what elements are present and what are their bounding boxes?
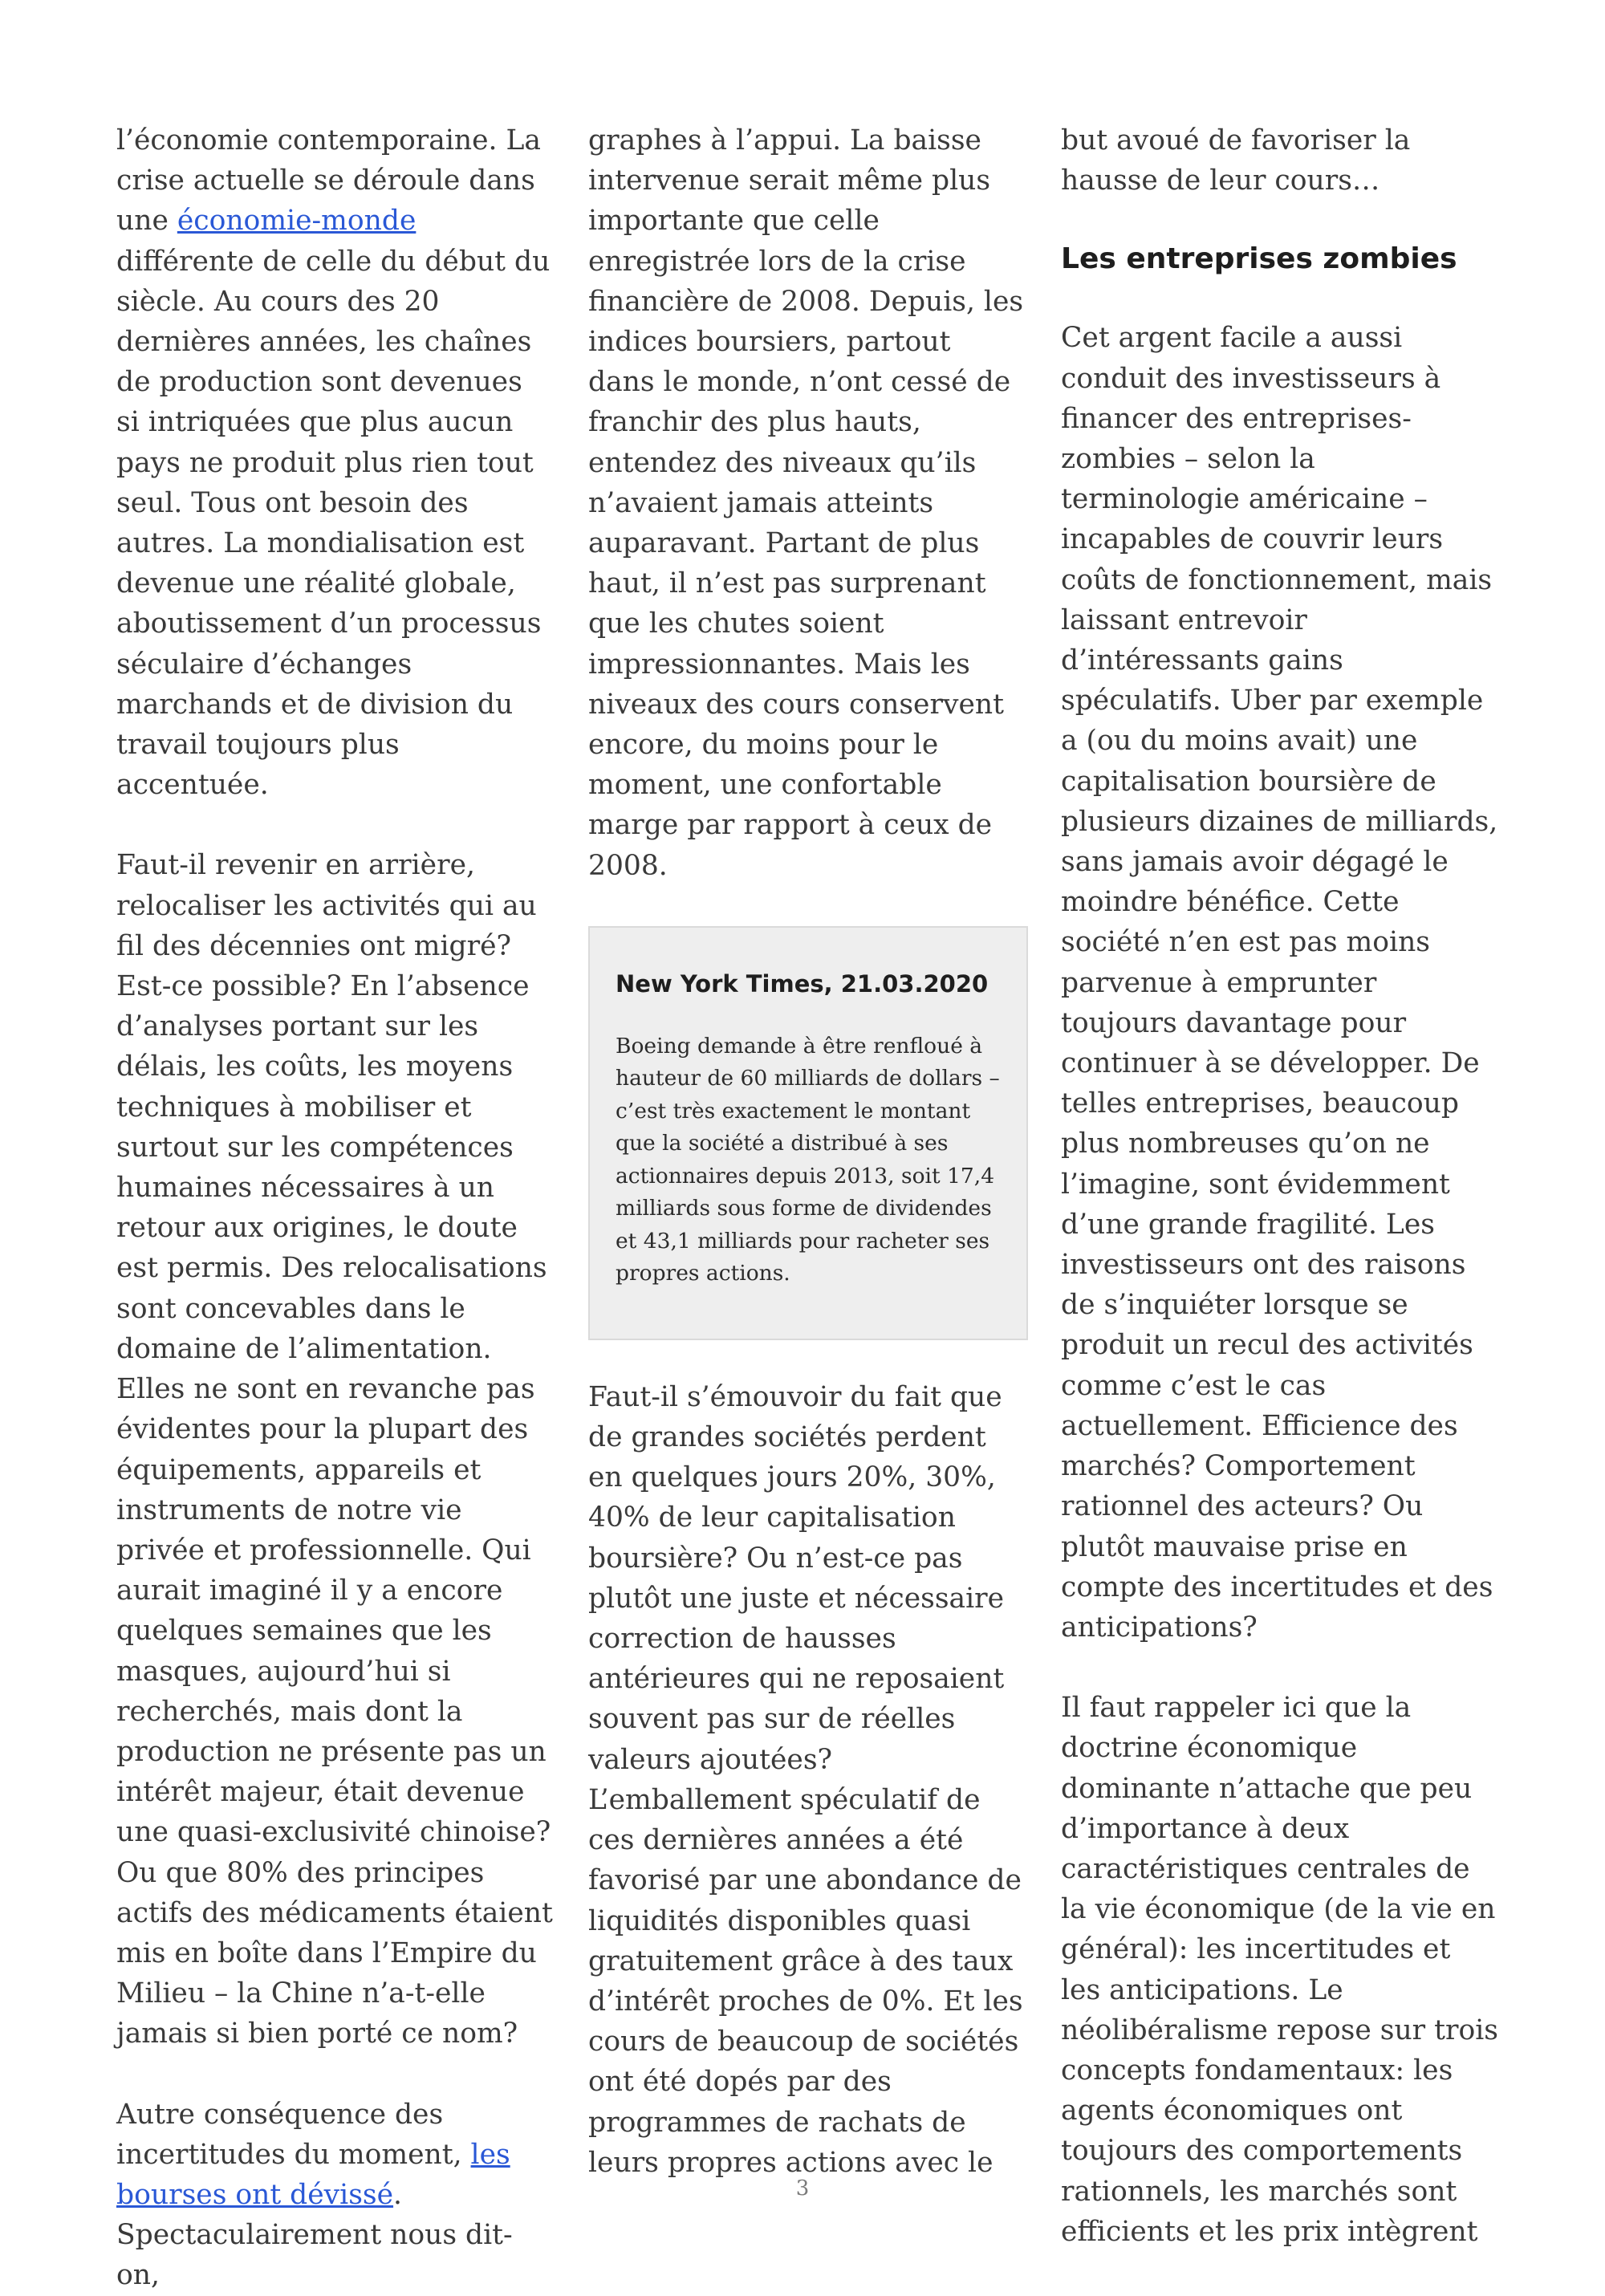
quote-box: [588, 926, 1028, 1340]
section-heading: Les entreprises zombies: [1061, 242, 1457, 276]
paragraph-relocalisation: Faut-il revenir en arrière, relocaliser les activités qui au fil des décennies ont migré? Est-ce possible? En l’absence d’analyses portant sur les délais, les coûts, les moyens techniques à mobiliser et surtout sur les compétences humaines nécessaires à un retour aux origines, le doute est permis. Des relocalisations sont concevables dans le domaine de l’alimentation. Elles ne sont en revanche pas évidentes pour la plupart des équipements, appareils et instruments de notre vie privée et professionnelle. Qui aurait imaginé il y a encore quelques semaines que les masques, aujourd’hui si recherchés, mais dont la production ne présente pas un intérêt majeur, était devenue une quasi-exclusivité chinoise? Ou que 80% des principes actifs des médicaments étaient mis en boîte dans l’Empire du Milieu – la Chine n’a-t-elle jamais si bien porté ce nom?: [116, 849, 553, 2050]
paragraph-but-avoue: but avoué de favoriser la hausse de leur cours…: [1061, 124, 1411, 197]
page-number: 3: [795, 2176, 810, 2201]
paragraph-argent-facile: Cet argent facile a aussi conduit des investisseurs à financer des entreprises-zombies – selon la terminologie américaine – incapables de couvrir leurs coûts de fonctionnement, mais laissant entrevoir d’intéressants gains spéculatifs. Uber par exemple a (ou du moins avait) une capitalisation boursière de plusieurs dizaines de milliards, sans jamais avoir dégagé le moindre bénéfice. Cette société n’en est pas moins parvenue à emprunter toujours davantage pour continuer à se développer. De telles entreprises, beaucoup plus nombreuses qu’on ne l’imagine, sont évidemment d’une grande fragilité. Les investisseurs ont des raisons de s’inquiéter lorsque se produit un recul des activités comme c’est le cas actuellement. Efficience des marchés? Comportement rationnel des acteurs? Ou plutôt mauvaise prise en compte des incertitudes et des anticipations?: [1061, 322, 1498, 1644]
paragraph-bourses: Autre conséquence des incertitudes du moment, les bourses ont dévissé. Spectaculairement nous dit-on,: [116, 2098, 513, 2292]
paragraph-doctrine: Il faut rappeler ici que la doctrine économique dominante n’attache que peu d’importance à deux caractéristiques centrales de la vie économique (de la vie en général): les incertitudes et les anticipations. Le néolibéralisme repose sur trois concepts fondamentaux: les agents économiques ont toujours des comportements rationnels, les marchés sont efficients et les prix intègrent: [1061, 1692, 1499, 2248]
quote-title: New York Times, 21.03.2020: [616, 969, 989, 998]
link-bourses-ont-devisse[interactable]: les bourses ont dévissé: [116, 2138, 510, 2211]
column-2: [588, 120, 1026, 2183]
quote-text: Boeing demande à être renfloué à hauteur de 60 milliards de dollars – c’est très exactement le montant que la société a distribué à ses actionnaires depuis 2013, soit 17,4 milliards sous forme de dividendes et 43,1 milliards pour racheter ses propres actions.: [616, 1033, 1000, 1286]
link-economie-monde[interactable]: économie-monde: [177, 205, 416, 238]
paragraph-emouvoir: Faut-il s’émouvoir du fait que de grandes sociétés perdent en quelques jours 20%, 30%, 40% de leur capitalisation boursière? Ou n’est-ce pas plutôt une juste et nécessaire correction de hausses antérieures qui ne reposaient souvent pas sur de réelles valeurs ajoutées? L’emballement spéculatif de ces dernières années a été favorisé par une abondance de liquidités disponibles quasi gratuitement grâce à des taux d’intérêt proches de 0%. Et les cours de beaucoup de sociétés ont été dopés par des programmes de rachats de leurs propres actions avec le: [588, 1380, 1023, 2179]
column-3: [1061, 120, 1498, 2252]
paragraph-graphes: graphes à l’appui. La baisse intervenue serait même plus importante que celle enregistrée lors de la crise financière de 2008. Depuis, les indices boursiers, partout dans le monde, n’ont cessé de franchir des plus hauts, entendez des niveaux qu’ils n’avaient jamais atteints auparavant. Partant de plus haut, il n’est pas surprenant que les chutes soient impressionnantes. Mais les niveaux des cours conservent encore, du moins pour le moment, une confortable marge par rapport à ceux de 2008.: [588, 124, 1024, 882]
paragraph-economie-monde: l’économie contemporaine. La crise actuelle se déroule dans une économie-monde différente de celle du début du siècle. Au cours des 20 dernières années, les chaînes de production sont devenues si intriquées que plus aucun pays ne produit plus rien tout seul. Tous ont besoin des autres. La mondialisation est devenue une réalité globale, aboutissement d’un processus séculaire d’échanges marchands et de division du travail toujours plus accentuée.: [116, 124, 551, 802]
column-1: [116, 120, 554, 2296]
